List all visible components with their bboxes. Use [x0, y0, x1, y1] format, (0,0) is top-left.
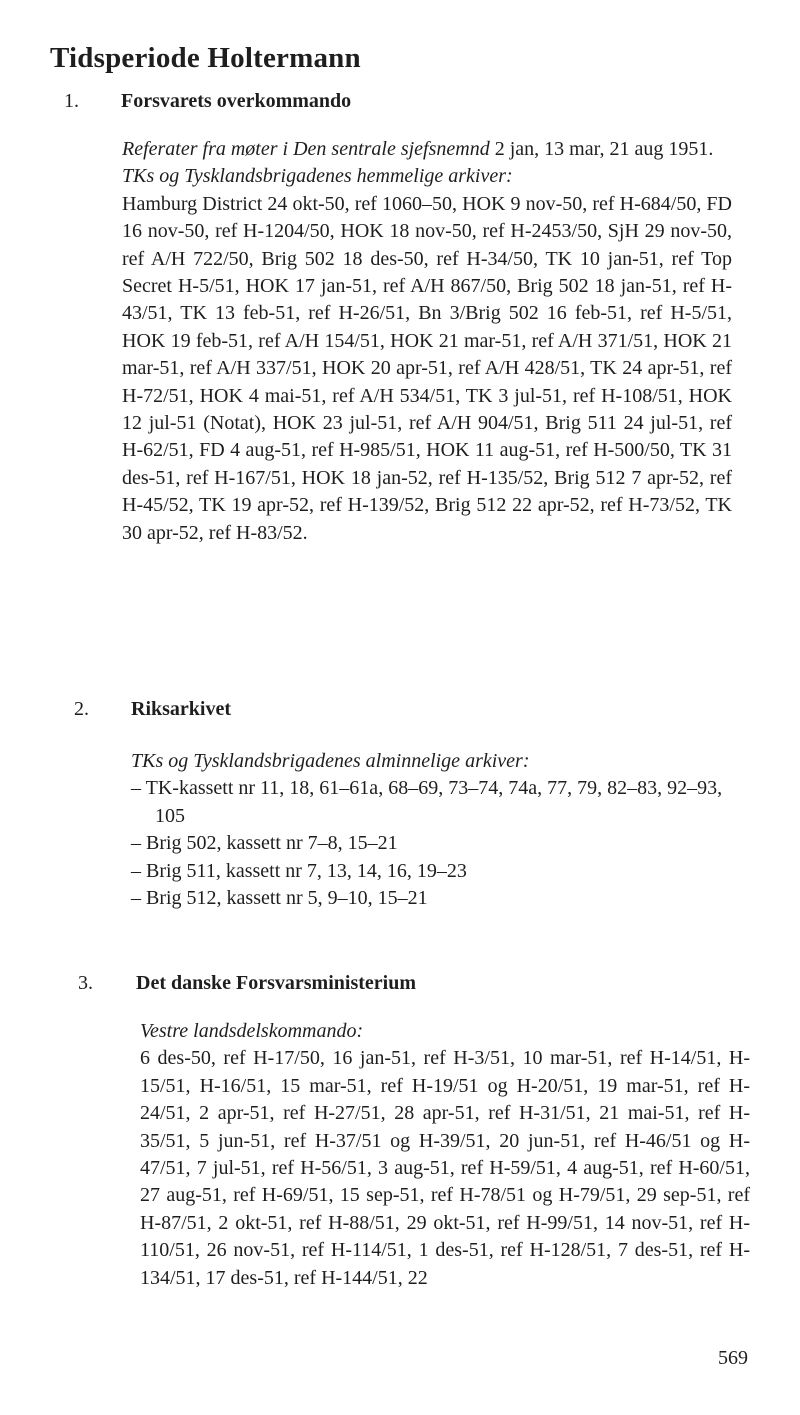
section-1-body — [122, 136, 732, 547]
list-item: – Brig 511, kassett nr 7, 13, 14, 16, 19–23 — [131, 859, 467, 882]
list-item: – Brig 512, kassett nr 5, 9–10, 15–21 — [131, 887, 428, 910]
section-title: Riksarkivet — [131, 698, 231, 720]
section-header — [78, 972, 718, 1004]
section-riksarkivet — [74, 698, 714, 730]
section-2-body — [131, 748, 746, 912]
meeting-minutes-dates: 2 jan, 13 mar, 21 aug 1951. — [489, 138, 714, 160]
archive-subheading: TKs og Tysklandsbrigadenes alminnelige arkiver: — [131, 750, 530, 772]
section-3-body — [140, 1018, 750, 1292]
archive-subheading: TKs og Tysklandsbrigadenes hemmelige arkiver: — [122, 165, 513, 188]
archive-references: 6 des-50, ref H-17/50, 16 jan-51, ref H-3/51, 10 mar-51, ref H-14/51, H-15/51, H-16/51, 15 mar-51, ref H-19/51 og H-20/51, 19 mar-51, ref H-24/51, 2 apr-51, ref H-27/51, 28 apr-51, ref H-31/51, 21 mai-51, ref H-35/51, 5 jun-51, ref H-37/51 og H-39/51, 20 jun-51, ref H-46/51 og H-47/51, 7 jul-51, ref H-56/51, 3 aug-51, ref H-59/51, 4 aug-51, ref H-60/51, 27 aug-51, ref H-69/51, 15 sep-51, ref H-78/51 og H-79/51, 29 sep-51, ref H-87/51, 2 okt-51, ref H-88/51, 29 okt-51, ref H-99/51, 14 nov-51, ref H-110/51, 26 nov-51, ref H-114/51, 1 des-51, ref H-128/51, 7 des-51, ref H-134/51, 17 des-51, ref H-144/51, 22 — [140, 1047, 750, 1289]
list-item: – Brig 502, kassett nr 7–8, 15–21 — [131, 832, 398, 855]
section-number: 2. — [74, 698, 89, 720]
section-title: Forsvarets overkommando — [121, 90, 352, 112]
page-number: 569 — [718, 1347, 748, 1369]
section-header — [74, 698, 714, 730]
section-forsvarets-overkommando — [64, 90, 704, 122]
section-danske-forsvarsministerium — [78, 972, 718, 1004]
section-title: Det danske Forsvarsministerium — [136, 972, 416, 994]
meeting-minutes-reference — [122, 136, 732, 163]
archive-subheading: Vestre landsdelskommando: — [140, 1020, 364, 1042]
meeting-minutes-title: Referater fra møter i Den sentrale sjefsnemnd — [122, 138, 490, 160]
page-title: Tidsperiode Holtermann — [50, 42, 361, 74]
section-number: 3. — [78, 972, 93, 994]
box-list — [131, 775, 746, 912]
list-item: – TK-kassett nr 11, 18, 61–61a, 68–69, 73–74, 74a, 77, 79, 82–83, 92–93, 105 — [131, 777, 723, 827]
section-number: 1. — [64, 90, 79, 112]
archive-references: Hamburg District 24 okt-50, ref 1060–50, HOK 9 nov-50, ref H-684/50, FD 16 nov-50, ref H-1204/50, HOK 18 nov-50, ref H-2453/50, SjH 29 nov-50, ref A/H 722/50, Brig 502 18 des-50, ref H-34/50, TK 10 jan-51, ref Top Secret H-5/51, HOK 17 jan-51, ref A/H 867/50, Brig 502 18 jan-51, ref H-43/51, TK 13 feb-51, ref H-26/51, Bn 3/Brig 502 16 feb-51, ref H-5/51, HOK 19 feb-51, ref A/H 154/51, HOK 21 mar-51, ref A/H 371/51, HOK 21 mar-51, ref A/H 337/51, HOK 20 apr-51, ref A/H 428/51, TK 24 apr-51, ref H-72/51, HOK 4 mai-51, ref A/H 534/51, TK 3 jul-51, ref H-108/51, HOK 12 jul-51 (Notat), HOK 23 jul-51, ref A/H 904/51, Brig 511 24 jul-51, ref H-62/51, FD 4 aug-51, ref H-985/51, HOK 11 aug-51, ref H-500/50, TK 31 des-51, ref H-167/51, HOK 18 jan-52, ref H-135/52, Brig 512 7 apr-52, ref H-45/52, TK 19 apr-52, ref H-139/52, Brig 512 22 apr-52, ref H-73/52, TK 30 apr-52, ref H-83/52. — [122, 192, 732, 544]
section-header — [64, 90, 704, 122]
